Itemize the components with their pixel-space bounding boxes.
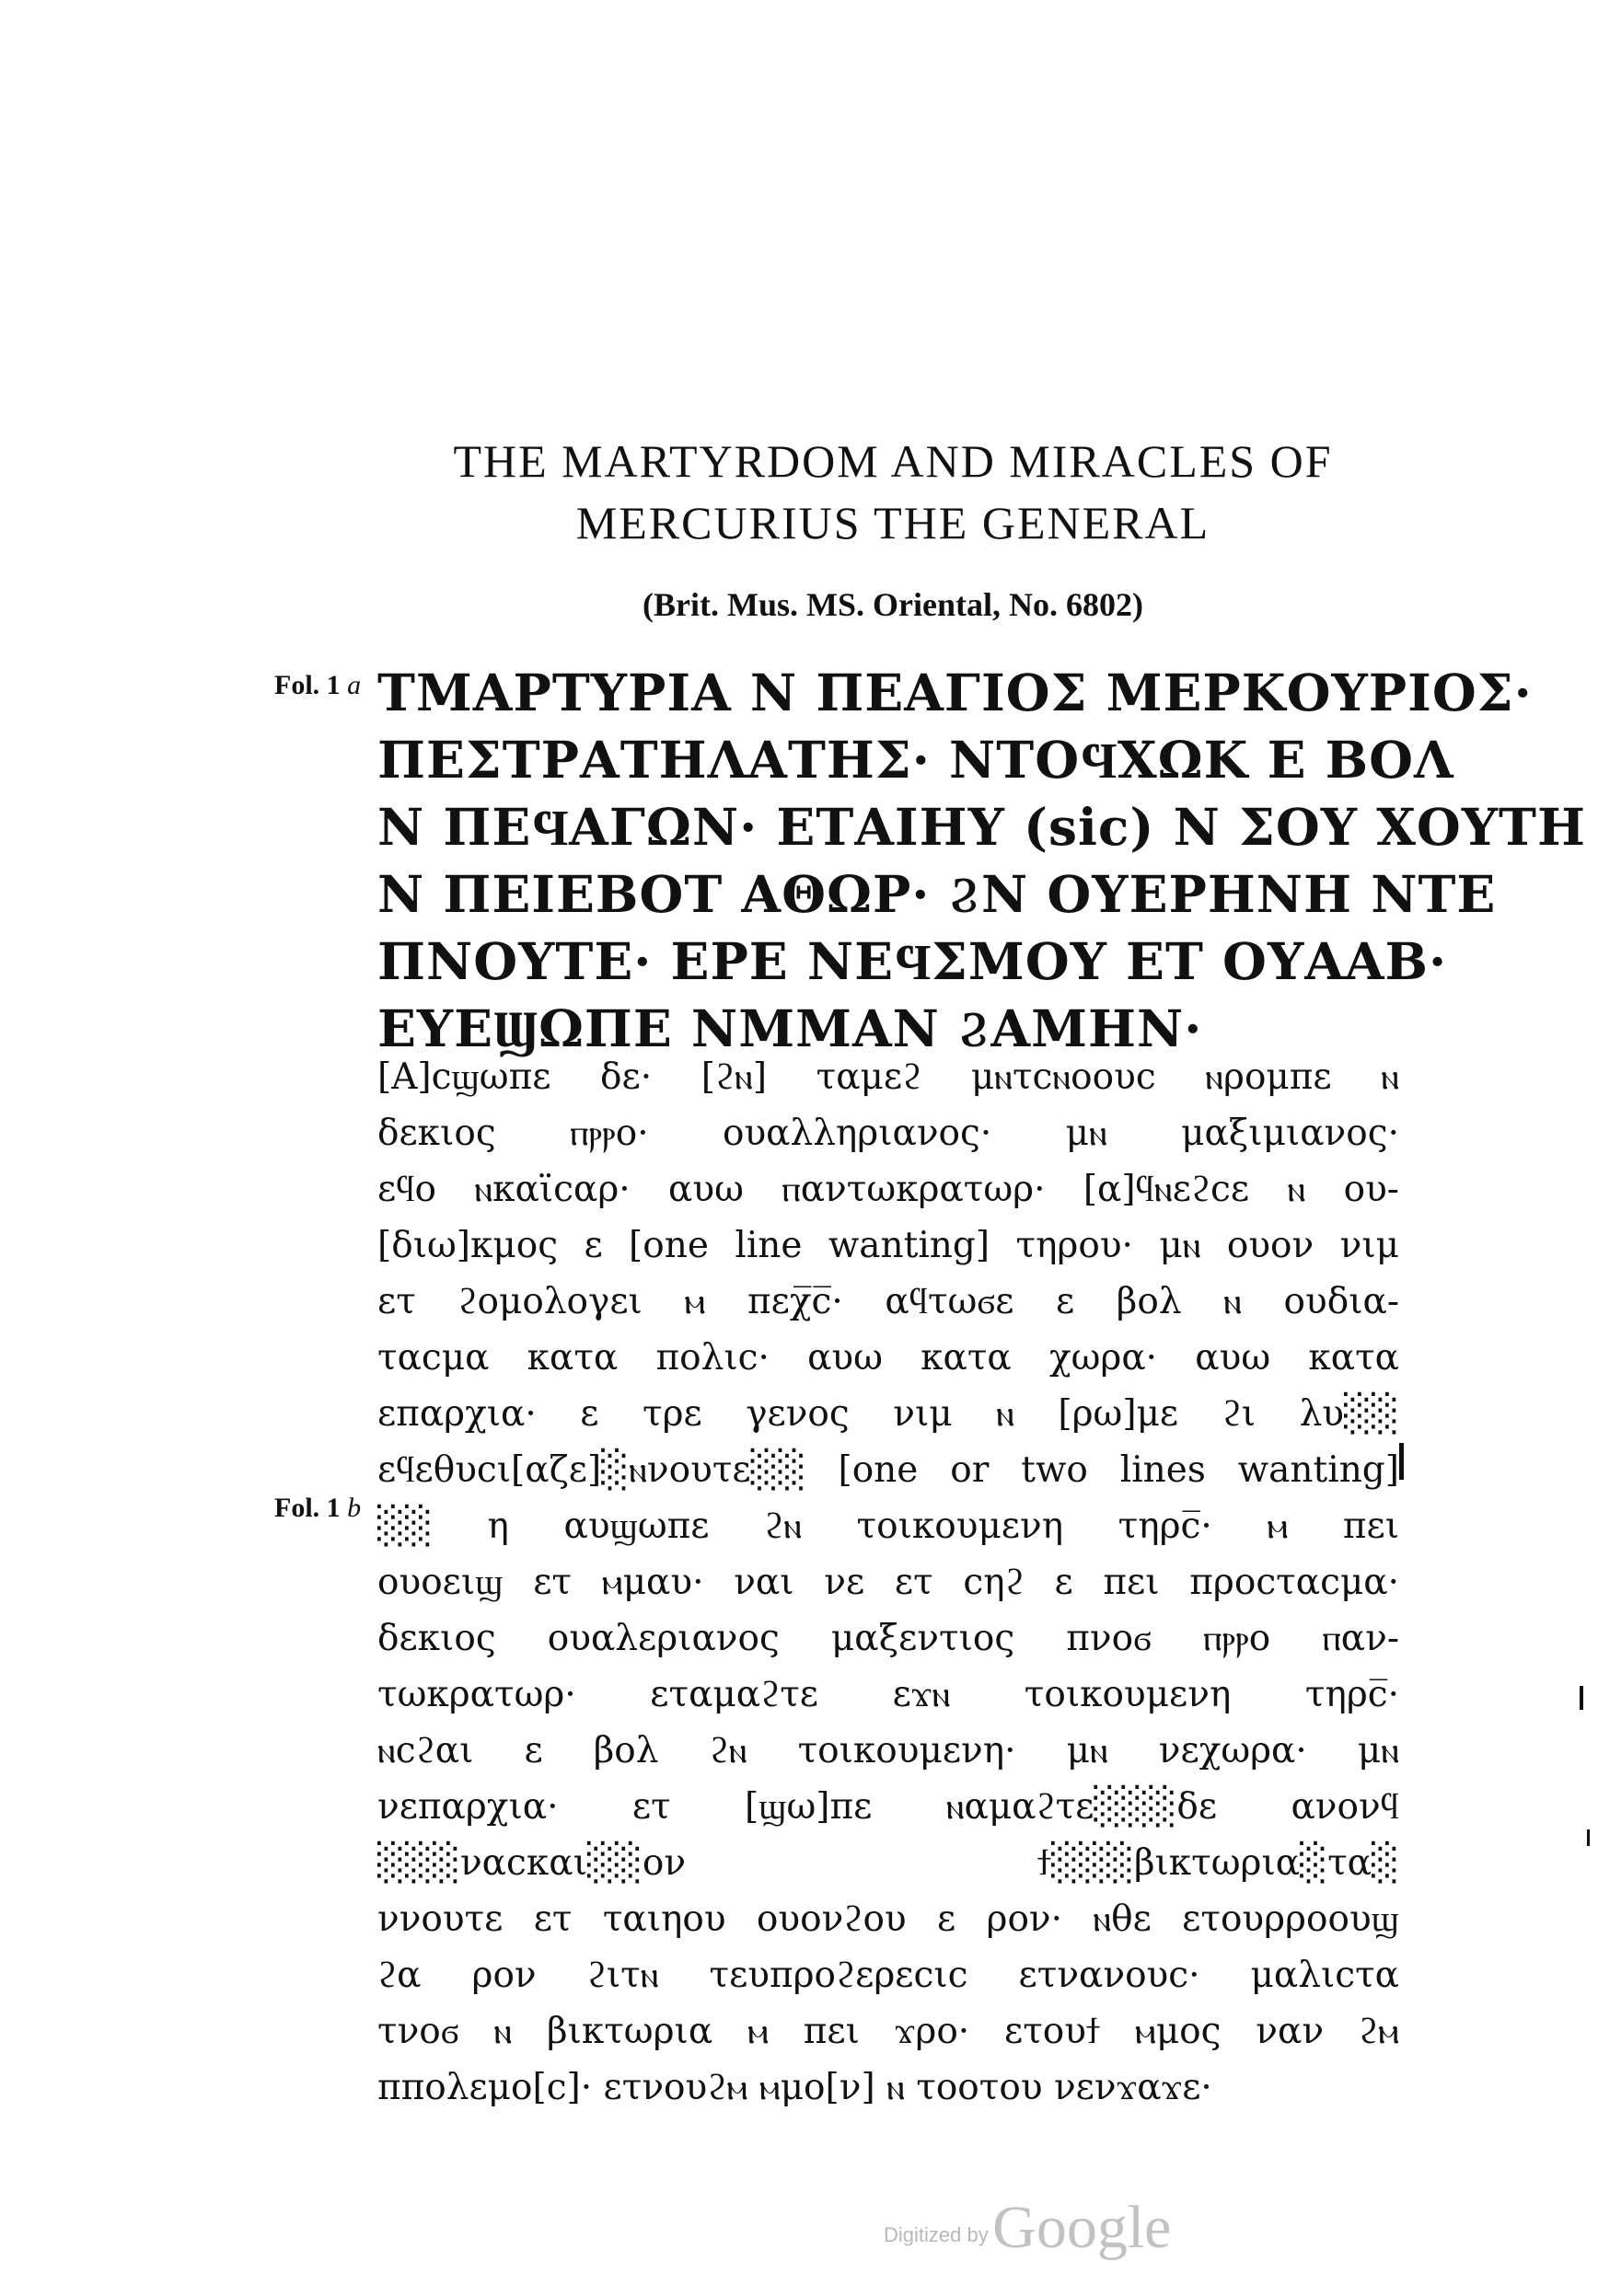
body-line: εϥο ⲛκαϊcαρ· αυω ⲡαντωκρατωρ· [α]ϥⲛεϩcε ⲛ ου-: [377, 1169, 1399, 1210]
google-logo: Google: [992, 2194, 1172, 2261]
folio-side: b: [347, 1493, 362, 1523]
body-line: ░░░ναcκαι░░ον ϯ░░░βικτωρια░τα░: [377, 1842, 1399, 1884]
folio-side: a: [347, 670, 362, 700]
margin-mark: [1399, 1443, 1404, 1480]
body-line: [Α]cϣωπε δε· [ϩⲛ] ταμεϩ μⲛτcⲛοουc ⲛρομπε ⲛ: [377, 1056, 1399, 1098]
body-line: τνοϭ ⲛ βικτωρια ⲙ πει ϫρο· ετουϯ ⲙμος ναν ϩⲙ: [377, 2011, 1399, 2052]
margin-mark: [1587, 1829, 1590, 1846]
coptic-heading: [377, 659, 1586, 1062]
title-line-1: THE MARTYRDOM AND MIRACLES OF: [453, 435, 1333, 487]
body-line: ετ ϩομολογει ⲙ πεχ̅c̅· αϥτωϭε ε βολ ⲛ ουδια-: [377, 1281, 1399, 1322]
body-line: δεκιος ουαλεριανος μαξεντιος πνοϭ ⲡⲣⲣο ⲡαν-: [377, 1618, 1399, 1659]
body-line: ππολεμο[c]· ετνουϩⲙ ⲙμο[ν] ⲛ τοοτου νενϫαϫε·: [377, 2067, 1212, 2108]
body-line: ννουτε ετ ταιηου ουονϩου ε ρον· ⲛθε ετουρροουϣ: [377, 1898, 1399, 1940]
body-line: ουοειϣ ετ ⲙμαυ· ναι νε ετ cηϩ ε πει προcταcμα·: [377, 1562, 1399, 1603]
heading-line: Ν ΠΕϤΑΓΩΝ· ΕΤΑΙΗΥ (sic) Ν ΣΟΥ ΧΟΥΤΗ: [377, 797, 1586, 857]
body-line: τωκρατωρ· εταμαϩτε εϫⲛ τοικουμενη τηρc̅·: [377, 1674, 1399, 1715]
source-note: (Brit. Mus. MS. Oriental, No. 6802): [643, 586, 1143, 623]
folio-label-1b: [274, 1493, 361, 1524]
margin-mark: [1580, 1686, 1583, 1710]
title-line-2: MERCURIUS THE GENERAL: [575, 497, 1210, 548]
body-line: επαρχια· ε τρε γενος νιμ ⲛ [ρω]με ϩι λυ░░: [377, 1393, 1399, 1435]
body-line: νεπαρχια· ετ [ϣω]πε ⲛαμαϩτε░░░δε ανονϥ: [377, 1786, 1399, 1828]
body-line: ░░ η αυϣωπε ϩⲛ τοικουμενη τηρc̅· ⲙ πει: [377, 1506, 1399, 1547]
body-line: [διω]κμος ε [one line wanting] τηρου· μⲛ ουον νιμ: [377, 1225, 1399, 1266]
body-line: ⲛcϩαι ε βολ ϩⲛ τοικουμενη· μⲛ νεχωρα· μⲛ: [377, 1730, 1399, 1771]
folio-label-1a: [274, 670, 361, 701]
body-line: ϩα ρον ϩιτⲛ τευπροϩερεcιc ετνανουc· μαλιcτα: [377, 1955, 1399, 1996]
heading-line: ΤΜΑΡΤΥΡΙΑ Ν ΠΕΑΓΙΟΣ ΜΕΡΚΟΥΡΙΟΣ·: [377, 663, 1533, 722]
folio-label-text: Fol. 1: [274, 1493, 341, 1523]
heading-line: ΠΕΣΤΡΑΤΗΛΑΤΗΣ· ΝΤΟϤΧΩΚ Ε ΒΟΛ: [377, 730, 1454, 790]
coptic-body-text: [377, 1049, 1399, 2116]
heading-line: Ν ΠΕΙΕΒΟΤ ΑΘΩΡ· ϨΝ ΟΥΕΡΗΝΗ ΝΤΕ: [377, 864, 1497, 924]
heading-line: ΕΥΕϢΩΠΕ ΝΜΜΑΝ ϨΑΜΗΝ·: [377, 998, 1203, 1058]
heading-line: ΠΝΟΥΤΕ· ΕΡΕ ΝΕϤΣΜΟΥ ΕΤ ΟΥΑΑΒ·: [377, 931, 1448, 991]
digitized-by-watermark: [884, 2193, 1171, 2263]
body-line: εϥεθυcι[αζε]░ⲛνουτε░░ [one or two lines wanting]: [377, 1449, 1399, 1491]
body-line: δεκιος ⲡⲣⲣο· ουαλληριανος· μⲛ μαξιμιανος·: [377, 1113, 1399, 1154]
watermark-prefix: Digitized by: [884, 2223, 989, 2246]
folio-label-text: Fol. 1: [274, 670, 341, 700]
body-line: ταcμα κατα πολιc· αυω κατα χωρα· αυω κατα: [377, 1337, 1399, 1379]
